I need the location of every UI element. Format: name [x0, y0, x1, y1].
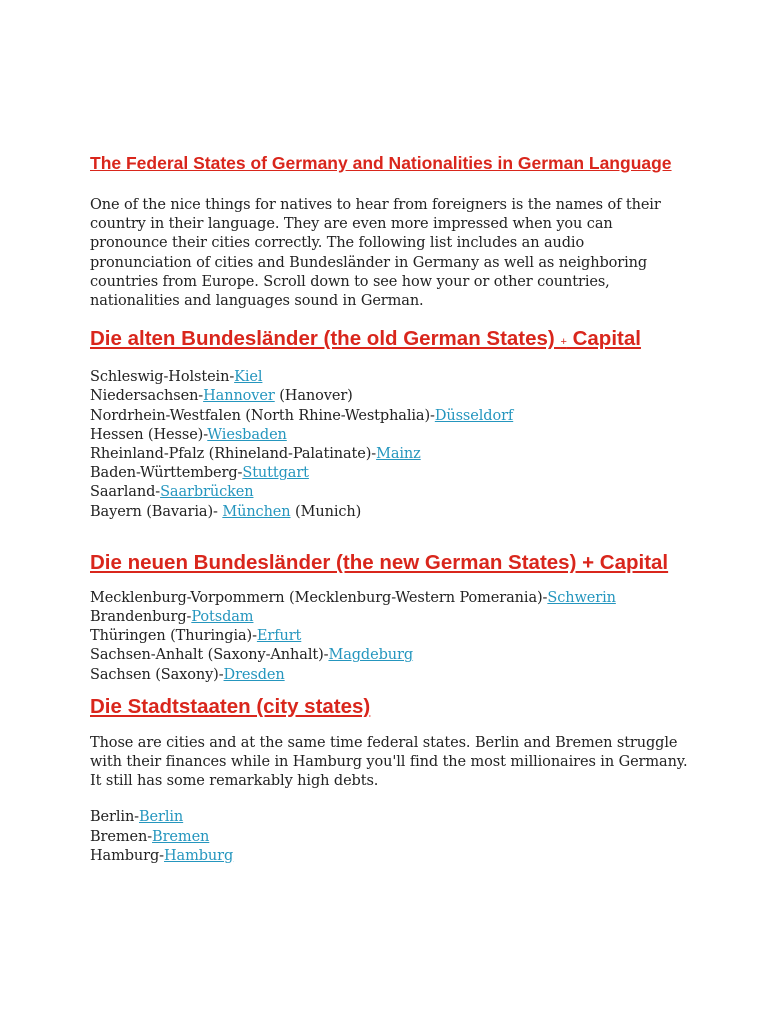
capital-link-mainz[interactable]: Mainz [376, 446, 421, 463]
list-item [90, 483, 690, 502]
old-states-list [90, 368, 690, 522]
capital-link-duesseldorf[interactable]: Düsseldorf [434, 407, 514, 424]
new-states-list [90, 589, 690, 685]
capital-link-dresden[interactable]: Dresden [223, 666, 285, 683]
state-name: Thüringen (Thuringia)- [90, 628, 257, 645]
capital-link-hamburg[interactable]: Hamburg [163, 847, 234, 864]
capital-link-bremen[interactable]: Bremen [152, 828, 210, 845]
state-name: Saarland- [90, 484, 161, 501]
old-states-heading-capital: Capital [566, 327, 641, 351]
list-item [90, 368, 690, 387]
old-states-heading-plus: + [560, 336, 567, 349]
list-item [90, 828, 690, 847]
list-item [90, 666, 690, 685]
list-item [90, 407, 690, 426]
old-states-heading [90, 325, 690, 356]
state-suffix: (Munich) [290, 503, 362, 520]
state-name: Nordrhein-Westfalen (North Rhine-Westphalia)- [90, 407, 435, 424]
intro-paragraph: One of the nice things for natives to hear from foreigners is the names of their country in their language. They are even more impressed when you can pronounce their cities correctly. The following list includes an audio pronunciation of cities and Bundesländer in Germany as well as neighboring countries from Europe. Scroll down to see how your or other countries, nationalities and languages sound in German. [90, 197, 661, 310]
state-name: Berlin- [90, 809, 139, 826]
capital-link-kiel[interactable]: Kiel [234, 369, 263, 386]
state-name: Bremen- [90, 828, 153, 845]
capital-link-hannover[interactable]: Hannover [203, 388, 275, 405]
state-name: Schleswig-Holstein- [90, 369, 235, 386]
list-item [90, 589, 690, 608]
list-item [90, 847, 690, 866]
state-name: Hamburg- [90, 847, 164, 864]
list-item [90, 503, 690, 522]
city-states-heading: Die Stadtstaaten (city states) [90, 694, 371, 718]
new-states-heading: Die neuen Bundesländer (the new German States) + Capital [90, 550, 669, 574]
state-suffix: (Hanover) [274, 388, 353, 405]
old-states-heading-main: Die alten Bundesländer (the old German States) [90, 327, 561, 351]
list-item [90, 646, 690, 665]
list-item [90, 464, 690, 483]
list-item [90, 627, 690, 646]
list-item [90, 445, 690, 464]
capital-link-wiesbaden[interactable]: Wiesbaden [207, 426, 287, 443]
list-item [90, 608, 690, 627]
state-name: Mecklenburg-Vorpommern (Mecklenburg-Western Pomerania)- [90, 589, 548, 606]
state-name: Sachsen (Saxony)- [90, 666, 224, 683]
capital-link-potsdam[interactable]: Potsdam [191, 609, 254, 626]
state-name: Baden-Württemberg- [90, 465, 243, 482]
city-states-list [90, 808, 690, 866]
state-name: Brandenburg- [90, 609, 192, 626]
list-item [90, 808, 690, 827]
state-name: Sachsen-Anhalt (Saxony-Anhalt)- [90, 647, 329, 664]
capital-link-berlin[interactable]: Berlin [138, 809, 184, 826]
capital-link-stuttgart[interactable]: Stuttgart [242, 465, 309, 482]
list-item [90, 426, 690, 445]
state-name: Rheinland-Pfalz (Rhineland-Palatinate)- [90, 446, 377, 463]
capital-link-magdeburg[interactable]: Magdeburg [328, 647, 414, 664]
state-name: Hessen (Hesse)- [90, 426, 208, 443]
capital-link-schwerin[interactable]: Schwerin [547, 589, 616, 606]
city-states-paragraph: Those are cities and at the same time federal states. Berlin and Bremen struggle with their finances while in Hamburg you'll find the most millionaires in Germany. It still has some remarkably high debts. [90, 734, 688, 790]
state-name: Niedersachsen- [90, 388, 204, 405]
capital-link-erfurt[interactable]: Erfurt [256, 628, 302, 645]
list-item [90, 387, 690, 406]
capital-link-saarbruecken[interactable]: Saarbrücken [160, 484, 254, 501]
page-title: The Federal States of Germany and Nationalities in German Language [90, 153, 672, 173]
document-page [90, 150, 690, 866]
capital-link-muenchen[interactable]: München [222, 503, 291, 520]
state-name: Bayern (Bavaria)- [90, 503, 223, 520]
